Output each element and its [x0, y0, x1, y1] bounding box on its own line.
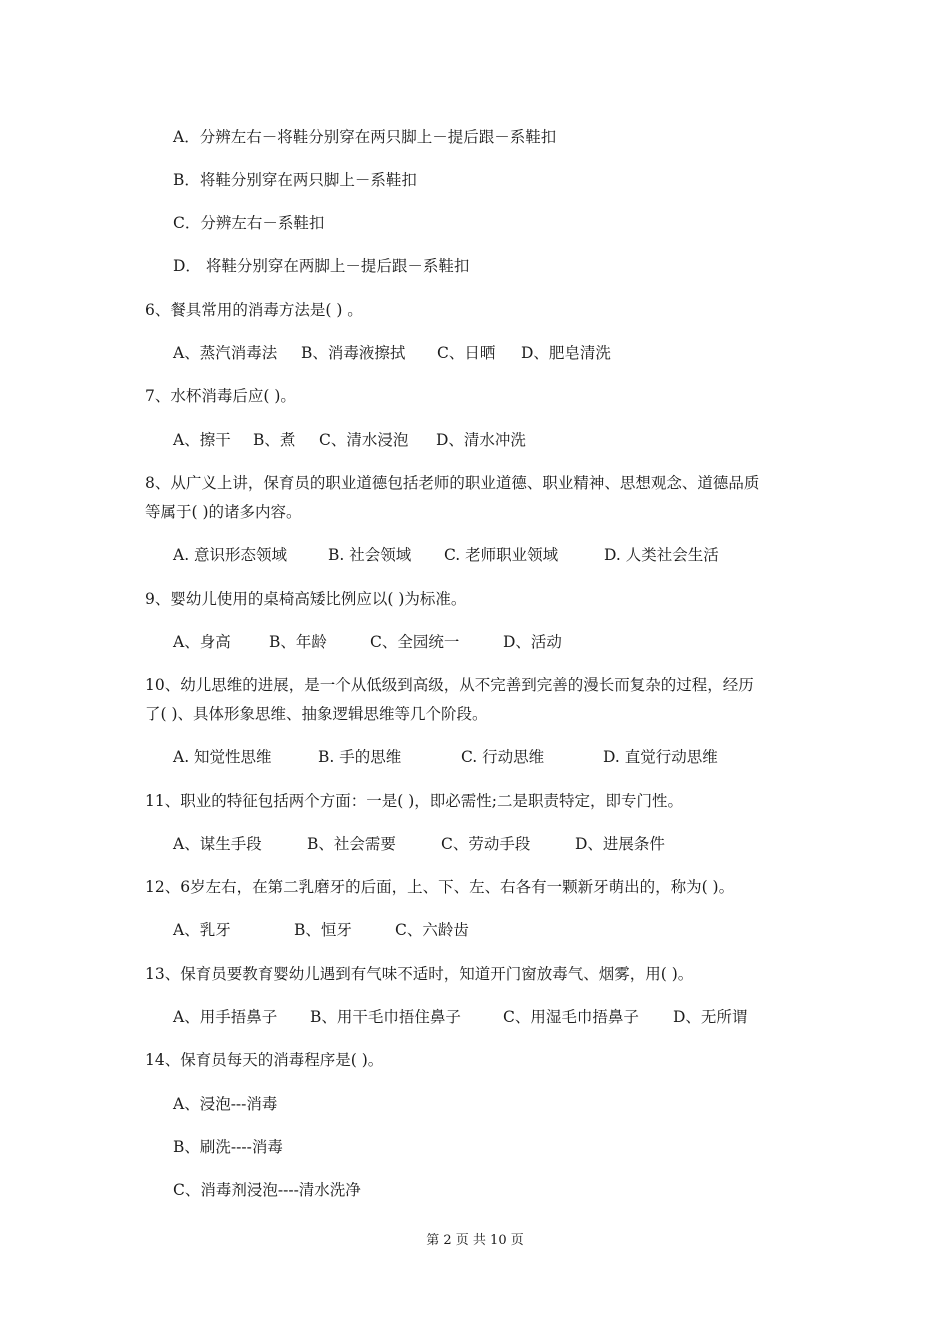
question-12-options [173, 920, 469, 940]
question-8-stem-line2: 等属于( )的诸多内容。 [145, 503, 302, 521]
q14-option-b: B、刷洗----消毒 [173, 1138, 283, 1156]
q11-option-b: B、社会需要 [307, 835, 396, 853]
question-9-options [173, 632, 562, 652]
q10-option-b: B. 手的思维 [318, 748, 402, 766]
q5-option-a: A．分辨左右－将鞋分别穿在两只脚上－提后跟－系鞋扣 [173, 128, 557, 146]
q7-option-d: D、清水冲洗 [436, 431, 526, 449]
q12-option-c: C、六龄齿 [395, 921, 469, 939]
q7-option-a: A、擦干 [173, 431, 231, 449]
q10-option-a: A. 知觉性思维 [173, 748, 272, 766]
question-7-stem: 7、水杯消毒后应( )。 [145, 387, 296, 405]
q5-option-c: C．分辨左右－系鞋扣 [173, 214, 325, 232]
question-8-options [173, 545, 719, 565]
q8-option-b: B. 社会领域 [328, 546, 412, 564]
page-number-footer: 第 2 页 共 10 页 [426, 1233, 524, 1248]
q8-option-d: D. 人类社会生活 [604, 546, 719, 564]
question-6-stem: 6、餐具常用的消毒方法是( ) 。 [145, 301, 363, 319]
question-11-options [173, 834, 665, 854]
question-13-stem: 13、保育员要教育婴幼儿遇到有气味不适时，知道开门窗放毒气、烟雾，用( )。 [145, 965, 694, 983]
q8-option-c: C. 老师职业领域 [444, 546, 559, 564]
q9-option-c: C、全园统一 [370, 633, 460, 651]
question-10-options [173, 747, 718, 767]
q6-option-a: A、蒸汽消毒法 [173, 344, 278, 362]
q11-option-a: A、谋生手段 [173, 835, 262, 853]
q5-option-b: B．将鞋分别穿在两只脚上－系鞋扣 [173, 171, 417, 189]
question-10-stem-line2: 了( )、具体形象思维、抽象逻辑思维等几个阶段。 [145, 705, 488, 723]
q5-option-d: D． 将鞋分别穿在两脚上－提后跟－系鞋扣 [173, 257, 470, 275]
question-14-stem: 14、保育员每天的消毒程序是( )。 [145, 1051, 384, 1069]
q7-option-b: B、煮 [253, 431, 296, 449]
q14-option-c: C、消毒剂浸泡----清水洗净 [173, 1181, 361, 1199]
q11-option-c: C、劳动手段 [441, 835, 531, 853]
q9-option-d: D、活动 [503, 633, 562, 651]
q13-option-b: B、用干毛巾捂住鼻子 [310, 1008, 461, 1026]
q10-option-d: D. 直觉行动思维 [603, 748, 718, 766]
question-9-stem: 9、婴幼儿使用的桌椅高矮比例应以( )为标准。 [145, 590, 467, 608]
q11-option-d: D、进展条件 [575, 835, 665, 853]
q12-option-a: A、乳牙 [173, 921, 231, 939]
q7-option-c: C、清水浸泡 [319, 431, 409, 449]
question-11-stem: 11、职业的特征包括两个方面：一是( )，即必需性;二是职责特定，即专门性。 [145, 792, 683, 810]
q13-option-a: A、用手捂鼻子 [173, 1008, 278, 1026]
q13-option-c: C、用湿毛巾捂鼻子 [503, 1008, 639, 1026]
question-8-stem-line1: 8、从广义上讲，保育员的职业道德包括老师的职业道德、职业精神、思想观念、道德品质 [145, 474, 760, 492]
q12-option-b: B、恒牙 [294, 921, 352, 939]
question-6-options [173, 343, 611, 363]
question-10-stem-line1: 10、幼儿思维的进展，是一个从低级到高级，从不完善到完善的漫长而复杂的过程，经历 [145, 676, 754, 694]
question-13-options [173, 1007, 747, 1027]
q9-option-b: B、年龄 [269, 633, 327, 651]
q6-option-d: D、肥皂清洗 [521, 344, 611, 362]
q9-option-a: A、身高 [173, 633, 231, 651]
q6-option-c: C、日晒 [437, 344, 496, 362]
q13-option-d: D、无所谓 [673, 1008, 748, 1026]
q10-option-c: C. 行动思维 [461, 748, 545, 766]
question-12-stem: 12、6岁左右，在第二乳磨牙的后面，上、下、左、右各有一颗新牙萌出的，称为( )。 [145, 878, 735, 896]
q8-option-a: A. 意识形态领域 [173, 546, 288, 564]
q14-option-a: A、浸泡---消毒 [173, 1095, 278, 1113]
q6-option-b: B、消毒液擦拭 [301, 344, 406, 362]
question-7-options [173, 430, 526, 450]
